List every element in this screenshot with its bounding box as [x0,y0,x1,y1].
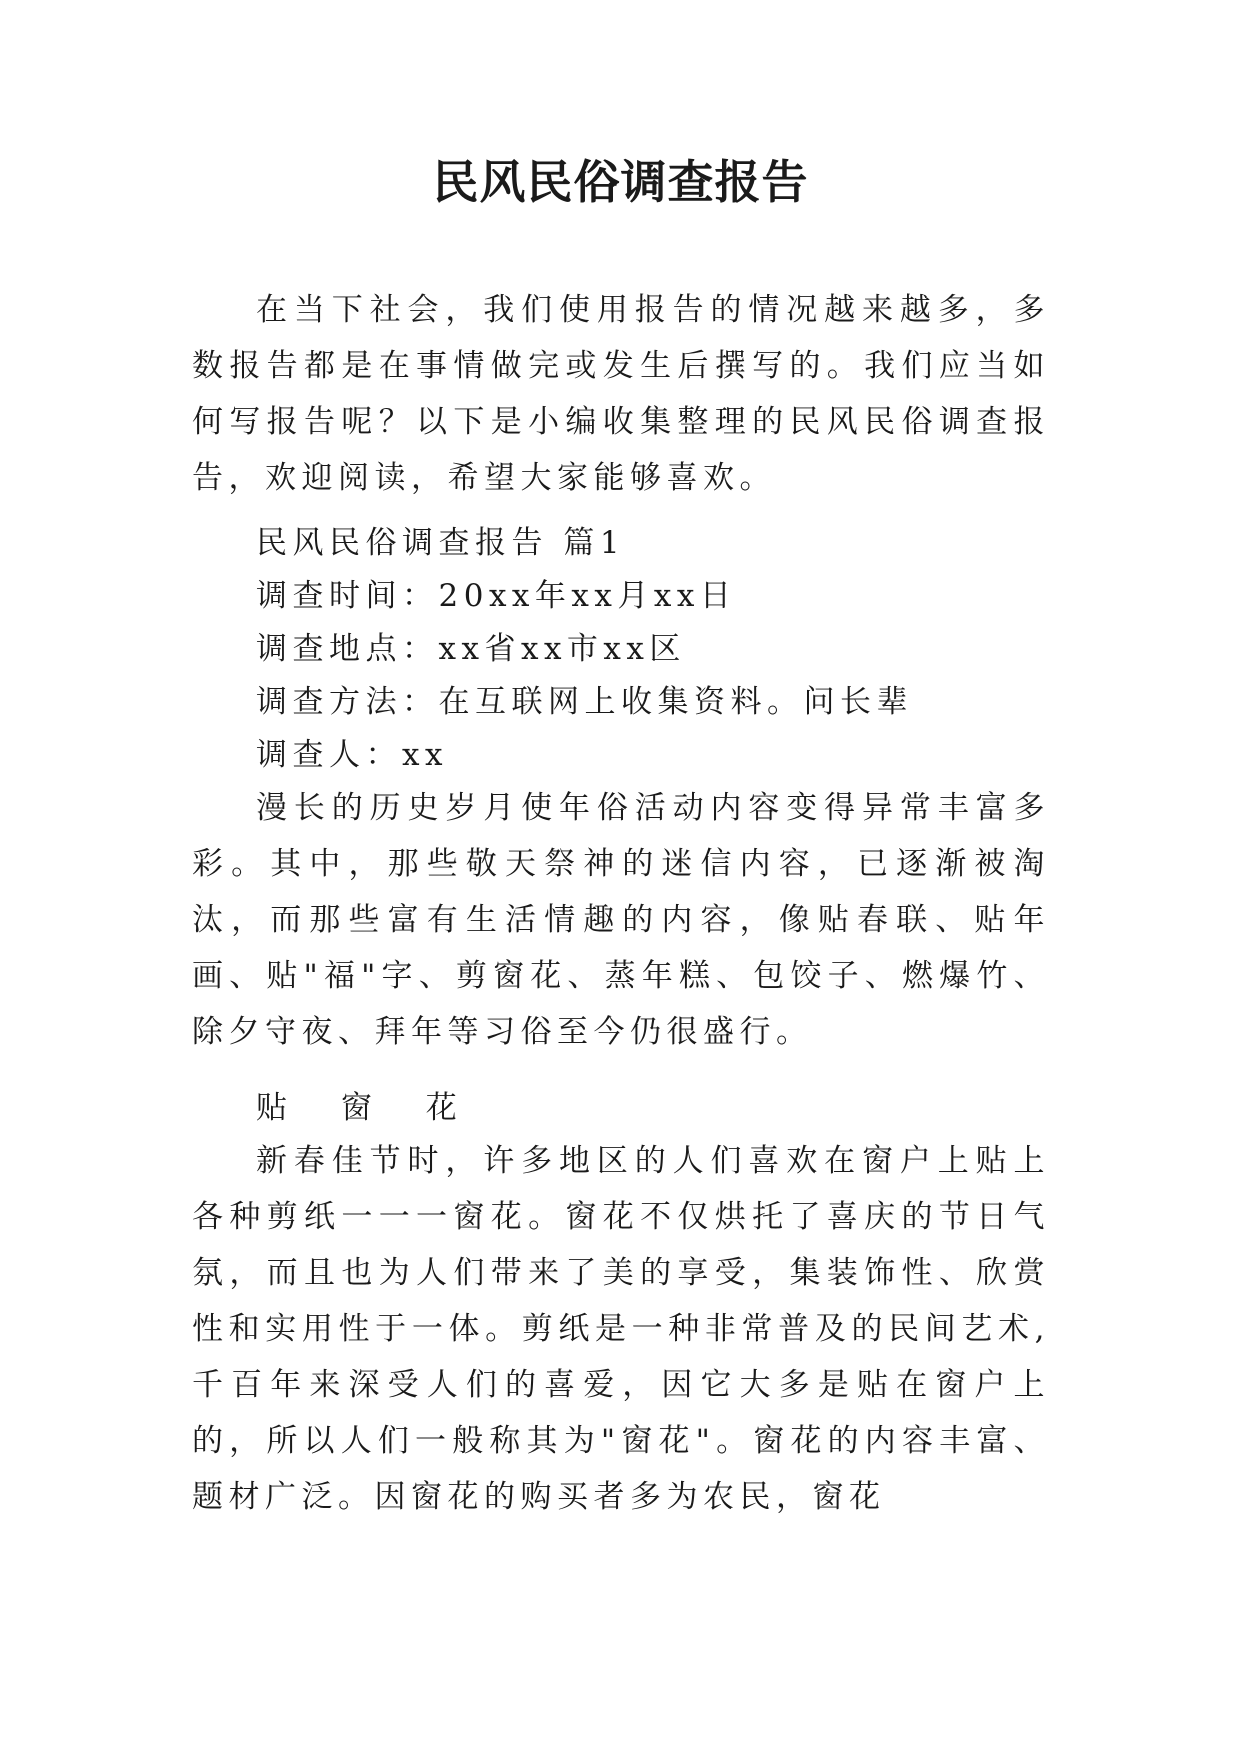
survey-place: 调查地点：xx省xx市xx区 [256,631,686,667]
survey-time: 调查时间：20xx年xx月xx日 [256,578,737,614]
survey-method: 调查方法：在互联网上收集资料。问长辈 [256,684,913,720]
intro-paragraph: 在当下社会，我们使用报告的情况越来越多，多数报告都是在事情做完或发生后撰写的。我们应当如何写报告呢？以下是小编收集整理的民风民俗调查报告，欢迎阅读，希望大家能够喜欢。 [192,292,1050,496]
paragraph-customs: 漫长的历史岁月使年俗活动内容变得异常丰富多彩。其中，那些敬天祭神的迷信内容，已逐渐被淘汰，而那些富有生活情趣的内容，像贴春联、贴年画、贴"福"字、剪窗花、蒸年糕、包饺子、燃爆竹、除夕守夜、拜年等习俗至今仍很盛行。 [192,790,1050,1050]
document-title: 民风民俗调查报告 [432,155,809,209]
paragraph-window-flowers: 新春佳节时，许多地区的人们喜欢在窗户上贴上各种剪纸一一一窗花。窗花不仅烘托了喜庆的节日气氛，而且也为人们带来了美的享受，集装饰性、欣赏性和实用性于一体。剪纸是一种非常普及的民间艺术,千百年来深受人们的喜爱，因它大多是贴在窗户上的，所以人们一般称其为"窗花"。窗花的内容丰富、题材广泛。因窗花的购买者多为农民，窗花 [192,1143,1050,1515]
surveyor: 调查人：xx [256,737,448,773]
section-heading: 民风民俗调查报告 篇1 [256,525,626,561]
subheading-window-flowers: 贴 窗 花 [256,1090,479,1126]
